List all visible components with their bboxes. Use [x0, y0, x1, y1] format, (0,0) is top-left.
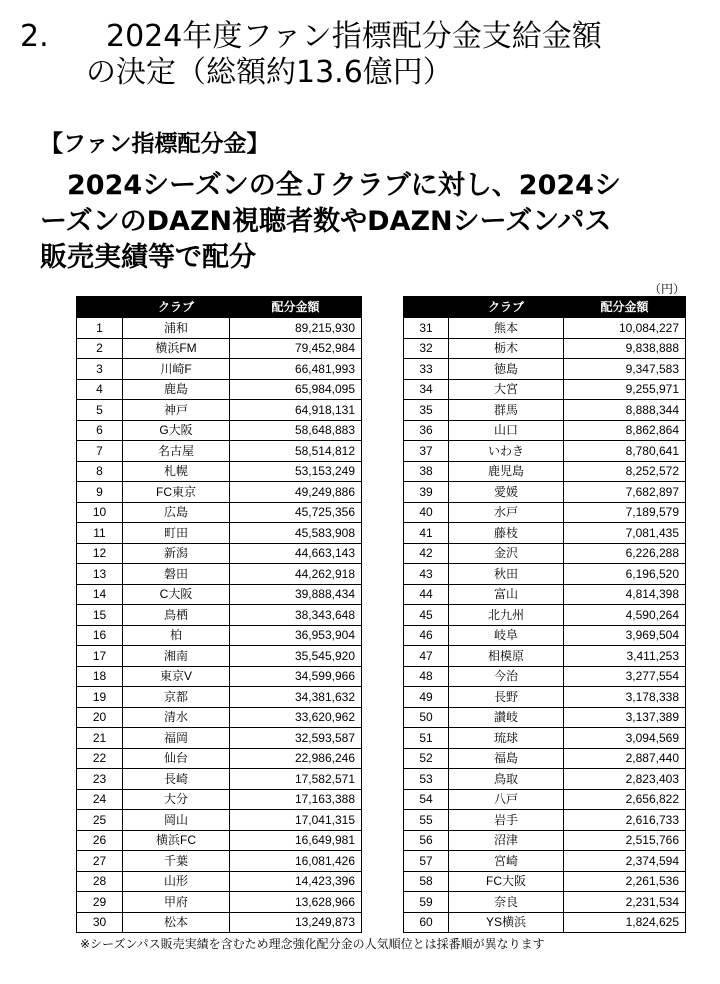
table-row: [77, 728, 362, 749]
table-row: [404, 359, 686, 380]
club-cell: 水戸: [449, 502, 564, 523]
club-cell: 琉球: [449, 728, 564, 749]
amount-cell: 16,649,981: [230, 830, 362, 851]
table-row: [77, 420, 362, 441]
rank-cell: 12: [77, 543, 123, 564]
table-row: [77, 830, 362, 851]
rank-cell: 19: [77, 687, 123, 708]
rank-cell: 31: [404, 318, 449, 339]
table-row: [77, 646, 362, 667]
table-row: [404, 605, 686, 626]
amount-cell: 45,583,908: [230, 523, 362, 544]
amount-cell: 8,252,572: [564, 461, 686, 482]
unit-label: （円）: [649, 282, 686, 296]
amount-cell: 36,953,904: [230, 625, 362, 646]
table-row: [77, 543, 362, 564]
club-cell: 群馬: [449, 400, 564, 421]
table-row: [404, 441, 686, 462]
heading-number: 2.: [20, 19, 49, 54]
amount-cell: 38,343,648: [230, 605, 362, 626]
amount-cell: 3,277,554: [564, 666, 686, 687]
rank-cell: 54: [404, 789, 449, 810]
amount-cell: 39,888,434: [230, 584, 362, 605]
table-row: [404, 461, 686, 482]
amount-cell: 17,163,388: [230, 789, 362, 810]
club-cell: 大分: [123, 789, 230, 810]
table-body-left: [77, 318, 362, 933]
club-cell: FC大阪: [449, 871, 564, 892]
club-cell: 相模原: [449, 646, 564, 667]
rank-cell: 44: [404, 584, 449, 605]
table-row: [404, 707, 686, 728]
amount-cell: 79,452,984: [230, 338, 362, 359]
club-cell: 岡山: [123, 810, 230, 831]
rank-cell: 30: [77, 912, 123, 933]
table-row: [77, 523, 362, 544]
club-cell: 広島: [123, 502, 230, 523]
rank-cell: 46: [404, 625, 449, 646]
amount-cell: 33,620,962: [230, 707, 362, 728]
table-row: [404, 523, 686, 544]
table-row: [404, 625, 686, 646]
club-cell: C大阪: [123, 584, 230, 605]
table-row: [77, 748, 362, 769]
table-row: [77, 892, 362, 913]
rank-cell: 60: [404, 912, 449, 933]
rank-cell: 5: [77, 400, 123, 421]
rank-cell: 51: [404, 728, 449, 749]
rank-cell: 40: [404, 502, 449, 523]
rank-cell: 32: [404, 338, 449, 359]
amount-cell: 34,599,966: [230, 666, 362, 687]
footnote: ※シーズンパス販売実績を含むため理念強化配分金の人気順位とは採番順が異なります: [80, 937, 545, 951]
rank-cell: 18: [77, 666, 123, 687]
body-line-1: 2024シーズンの全Ｊクラブに対し、2024シ: [40, 170, 621, 201]
club-cell: 鳥栖: [123, 605, 230, 626]
club-cell: 清水: [123, 707, 230, 728]
rank-cell: 22: [77, 748, 123, 769]
table-row: [404, 687, 686, 708]
amount-cell: 53,153,249: [230, 461, 362, 482]
amount-cell: 4,590,264: [564, 605, 686, 626]
rank-cell: 16: [77, 625, 123, 646]
club-cell: 柏: [123, 625, 230, 646]
heading-line-2: の決定（総額約13.6億円）: [86, 55, 453, 90]
club-cell: YS横浜: [449, 912, 564, 933]
club-cell: 札幌: [123, 461, 230, 482]
rank-cell: 41: [404, 523, 449, 544]
table-row: [77, 912, 362, 933]
table-row: [404, 646, 686, 667]
amount-cell: 49,249,886: [230, 482, 362, 503]
table-row: [404, 830, 686, 851]
table-row: [404, 728, 686, 749]
rank-cell: 7: [77, 441, 123, 462]
amount-cell: 2,231,534: [564, 892, 686, 913]
club-cell: 鳥取: [449, 769, 564, 790]
amount-cell: 7,189,579: [564, 502, 686, 523]
amount-cell: 7,081,435: [564, 523, 686, 544]
amount-cell: 6,196,520: [564, 564, 686, 585]
amount-cell: 3,137,389: [564, 707, 686, 728]
rank-cell: 14: [77, 584, 123, 605]
table-row: [404, 318, 686, 339]
club-cell: 鹿児島: [449, 461, 564, 482]
amount-cell: 65,984,095: [230, 379, 362, 400]
club-cell: 北九州: [449, 605, 564, 626]
table-row: [77, 584, 362, 605]
amount-cell: 58,648,883: [230, 420, 362, 441]
table-row: [404, 789, 686, 810]
club-cell: 奈良: [449, 892, 564, 913]
amount-cell: 2,656,822: [564, 789, 686, 810]
club-cell: 横浜FM: [123, 338, 230, 359]
rank-cell: 42: [404, 543, 449, 564]
amount-cell: 9,255,971: [564, 379, 686, 400]
table-row: [77, 338, 362, 359]
rank-cell: 24: [77, 789, 123, 810]
amount-cell: 35,545,920: [230, 646, 362, 667]
amount-cell: 9,838,888: [564, 338, 686, 359]
table-row: [77, 810, 362, 831]
rank-cell: 25: [77, 810, 123, 831]
table-row: [404, 502, 686, 523]
table-row: [404, 564, 686, 585]
club-cell: 金沢: [449, 543, 564, 564]
rank-cell: 38: [404, 461, 449, 482]
rank-cell: 27: [77, 851, 123, 872]
table-row: [404, 769, 686, 790]
table-row: [77, 318, 362, 339]
table-row: [404, 871, 686, 892]
table-row: [404, 666, 686, 687]
amount-cell: 14,423,396: [230, 871, 362, 892]
rank-cell: 3: [77, 359, 123, 380]
rank-cell: 10: [77, 502, 123, 523]
table-body-right: [404, 318, 686, 933]
club-cell: 山口: [449, 420, 564, 441]
rank-cell: 53: [404, 769, 449, 790]
club-header: クラブ: [123, 297, 230, 318]
amount-header: 配分金額: [230, 297, 362, 318]
amount-header: 配分金額: [564, 297, 686, 318]
table-row: [404, 912, 686, 933]
rank-cell: 23: [77, 769, 123, 790]
club-cell: 神戸: [123, 400, 230, 421]
amount-cell: 3,969,504: [564, 625, 686, 646]
rank-cell: 2: [77, 338, 123, 359]
rank-cell: 37: [404, 441, 449, 462]
amount-cell: 9,347,583: [564, 359, 686, 380]
table-row: [404, 379, 686, 400]
club-cell: 千葉: [123, 851, 230, 872]
table-row: [77, 564, 362, 585]
rank-cell: 21: [77, 728, 123, 749]
table-row: [77, 400, 362, 421]
table-row: [77, 482, 362, 503]
table-row: [404, 338, 686, 359]
club-cell: 松本: [123, 912, 230, 933]
rank-cell: 11: [77, 523, 123, 544]
club-cell: 磐田: [123, 564, 230, 585]
club-cell: 町田: [123, 523, 230, 544]
table-row: [404, 543, 686, 564]
club-cell: 讃岐: [449, 707, 564, 728]
section-title: 【ファン指標配分金】: [40, 131, 270, 157]
table-row: [77, 851, 362, 872]
amount-cell: 4,814,398: [564, 584, 686, 605]
amount-cell: 7,682,897: [564, 482, 686, 503]
rank-cell: 36: [404, 420, 449, 441]
table-row: [404, 748, 686, 769]
amount-cell: 10,084,227: [564, 318, 686, 339]
rank-cell: 39: [404, 482, 449, 503]
rank-cell: 45: [404, 605, 449, 626]
rank-cell: 4: [77, 379, 123, 400]
rank-cell: 49: [404, 687, 449, 708]
club-cell: 熊本: [449, 318, 564, 339]
rank-cell: 57: [404, 851, 449, 872]
amount-cell: 89,215,930: [230, 318, 362, 339]
amount-cell: 44,663,143: [230, 543, 362, 564]
rank-cell: 58: [404, 871, 449, 892]
table-row: [77, 379, 362, 400]
club-cell: 仙台: [123, 748, 230, 769]
rank-cell: 15: [77, 605, 123, 626]
table-row: [77, 441, 362, 462]
rank-cell: 50: [404, 707, 449, 728]
club-cell: 長崎: [123, 769, 230, 790]
amount-cell: 13,249,873: [230, 912, 362, 933]
table-row: [77, 625, 362, 646]
table-row: [77, 502, 362, 523]
rank-cell: 35: [404, 400, 449, 421]
amount-cell: 17,582,571: [230, 769, 362, 790]
rank-cell: 52: [404, 748, 449, 769]
table-row: [404, 810, 686, 831]
table-header-row: [404, 297, 686, 318]
amount-cell: 2,887,440: [564, 748, 686, 769]
club-cell: 岐阜: [449, 625, 564, 646]
table-row: [77, 666, 362, 687]
amount-cell: 66,481,993: [230, 359, 362, 380]
table-row: [404, 482, 686, 503]
club-cell: いわき: [449, 441, 564, 462]
table-row: [77, 605, 362, 626]
table-row: [77, 461, 362, 482]
club-cell: 横浜FC: [123, 830, 230, 851]
rank-cell: 48: [404, 666, 449, 687]
table-row: [404, 420, 686, 441]
amount-cell: 8,862,864: [564, 420, 686, 441]
table-row: [77, 707, 362, 728]
club-cell: FC東京: [123, 482, 230, 503]
rank-cell: 1: [77, 318, 123, 339]
body-line-3: 販売実績等で配分: [40, 242, 256, 273]
club-cell: 沼津: [449, 830, 564, 851]
table-row: [77, 789, 362, 810]
rank-cell: 55: [404, 810, 449, 831]
amount-cell: 2,374,594: [564, 851, 686, 872]
club-cell: 福岡: [123, 728, 230, 749]
amount-cell: 13,628,966: [230, 892, 362, 913]
club-cell: G大阪: [123, 420, 230, 441]
rank-cell: 28: [77, 871, 123, 892]
club-cell: 今治: [449, 666, 564, 687]
rank-cell: 47: [404, 646, 449, 667]
club-cell: 川崎F: [123, 359, 230, 380]
club-cell: 山形: [123, 871, 230, 892]
rank-cell: 6: [77, 420, 123, 441]
heading-title: 2024年度ファン指標配分金支給金額: [106, 19, 602, 54]
allocation-table-left: [76, 296, 362, 933]
table-row: [404, 584, 686, 605]
amount-cell: 1,824,625: [564, 912, 686, 933]
club-cell: 岩手: [449, 810, 564, 831]
amount-cell: 3,094,569: [564, 728, 686, 749]
heading-line-1: [20, 20, 602, 54]
amount-cell: 45,725,356: [230, 502, 362, 523]
rank-cell: 20: [77, 707, 123, 728]
amount-cell: 44,262,918: [230, 564, 362, 585]
amount-cell: 2,261,536: [564, 871, 686, 892]
table-row: [404, 892, 686, 913]
table-row: [77, 359, 362, 380]
rank-cell: 26: [77, 830, 123, 851]
rank-cell: 33: [404, 359, 449, 380]
club-cell: 富山: [449, 584, 564, 605]
body-line-2: ーズンのDAZN視聴者数やDAZNシーズンパス: [40, 206, 612, 237]
amount-cell: 2,616,733: [564, 810, 686, 831]
table-row: [77, 769, 362, 790]
amount-cell: 3,411,253: [564, 646, 686, 667]
club-header: クラブ: [449, 297, 564, 318]
amount-cell: 64,918,131: [230, 400, 362, 421]
club-cell: 秋田: [449, 564, 564, 585]
club-cell: 大宮: [449, 379, 564, 400]
club-cell: 京都: [123, 687, 230, 708]
rank-cell: 59: [404, 892, 449, 913]
rank-header: [404, 297, 449, 318]
club-cell: 名古屋: [123, 441, 230, 462]
amount-cell: 22,986,246: [230, 748, 362, 769]
amount-cell: 16,081,426: [230, 851, 362, 872]
club-cell: 徳島: [449, 359, 564, 380]
amount-cell: 2,515,766: [564, 830, 686, 851]
table-row: [404, 851, 686, 872]
table-row: [77, 871, 362, 892]
club-cell: 新潟: [123, 543, 230, 564]
rank-cell: 43: [404, 564, 449, 585]
amount-cell: 17,041,315: [230, 810, 362, 831]
rank-cell: 34: [404, 379, 449, 400]
club-cell: 東京V: [123, 666, 230, 687]
club-cell: 福島: [449, 748, 564, 769]
amount-cell: 58,514,812: [230, 441, 362, 462]
amount-cell: 3,178,338: [564, 687, 686, 708]
table-row: [404, 400, 686, 421]
club-cell: 宮崎: [449, 851, 564, 872]
club-cell: 愛媛: [449, 482, 564, 503]
club-cell: 湘南: [123, 646, 230, 667]
club-cell: 八戸: [449, 789, 564, 810]
amount-cell: 8,888,344: [564, 400, 686, 421]
club-cell: 甲府: [123, 892, 230, 913]
table-header-row: [77, 297, 362, 318]
amount-cell: 2,823,403: [564, 769, 686, 790]
club-cell: 藤枝: [449, 523, 564, 544]
table-row: [77, 687, 362, 708]
rank-cell: 29: [77, 892, 123, 913]
rank-cell: 17: [77, 646, 123, 667]
rank-cell: 9: [77, 482, 123, 503]
club-cell: 浦和: [123, 318, 230, 339]
club-cell: 長野: [449, 687, 564, 708]
amount-cell: 32,593,587: [230, 728, 362, 749]
rank-cell: 13: [77, 564, 123, 585]
amount-cell: 6,226,288: [564, 543, 686, 564]
rank-cell: 56: [404, 830, 449, 851]
club-cell: 栃木: [449, 338, 564, 359]
amount-cell: 8,780,641: [564, 441, 686, 462]
rank-header: [77, 297, 123, 318]
amount-cell: 34,381,632: [230, 687, 362, 708]
club-cell: 鹿島: [123, 379, 230, 400]
rank-cell: 8: [77, 461, 123, 482]
allocation-table-right: [403, 296, 686, 933]
